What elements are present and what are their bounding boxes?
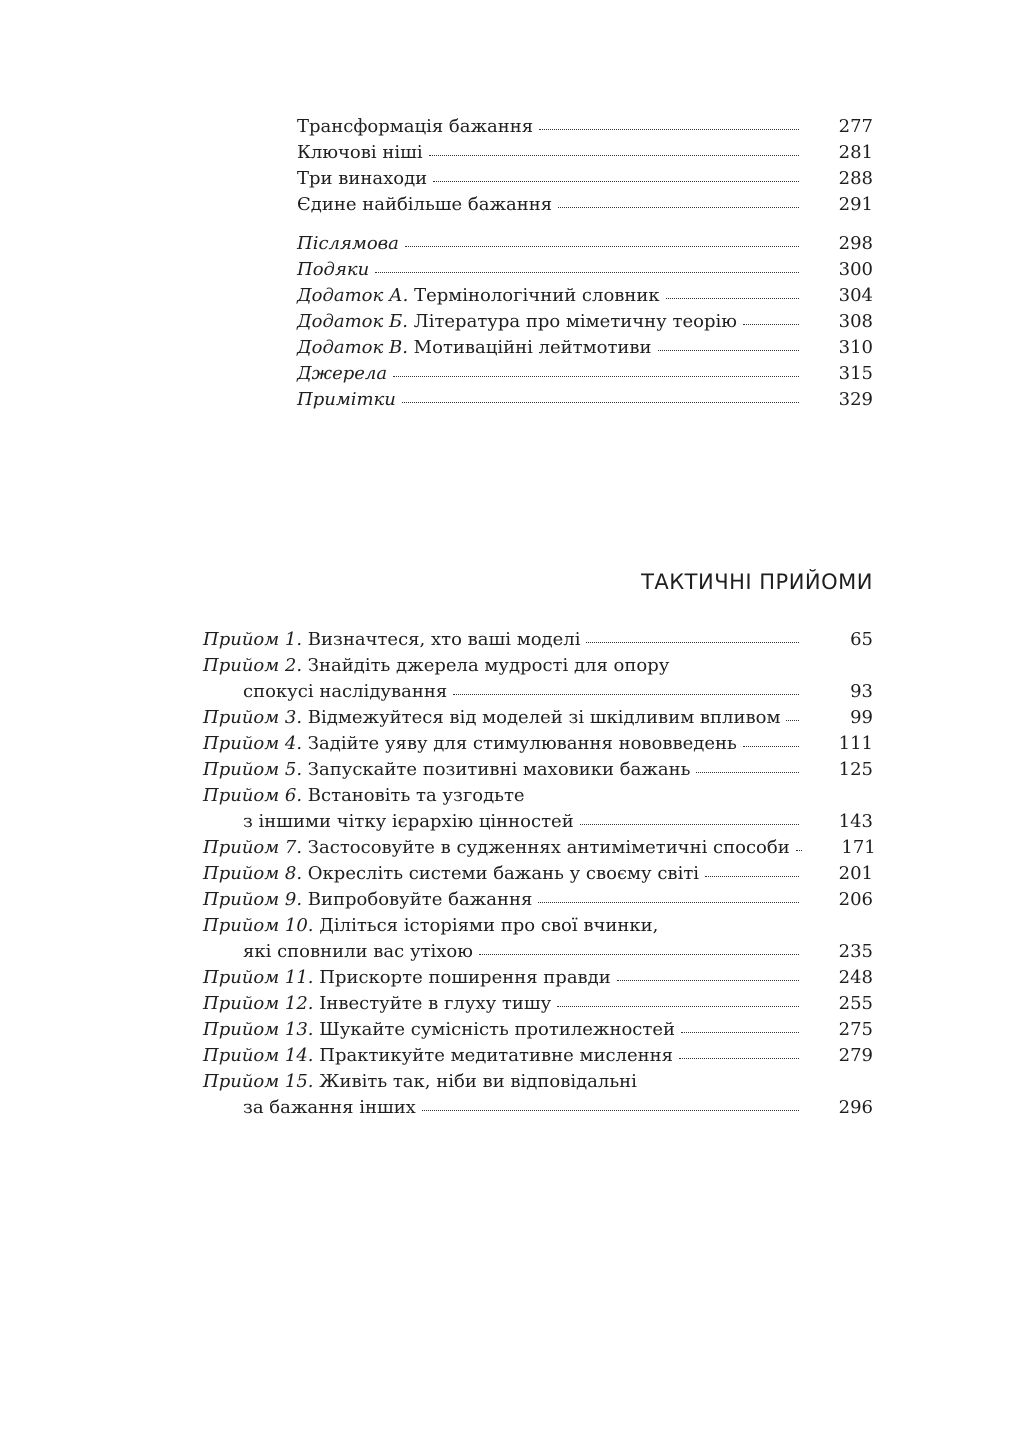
tactic-entry-continuation: [243, 679, 873, 705]
toc-entry-label: Додаток Б.: [297, 311, 408, 332]
toc-entry-page: 298: [838, 233, 873, 254]
tactic-entry: [203, 705, 873, 731]
toc-entry-page: 308: [838, 311, 873, 332]
tactic-title: Випробовуйте бажання: [307, 889, 533, 910]
toc-entry-title: Ключові ніші: [297, 142, 423, 163]
tactic-title: Відмежуйтеся від моделей зі шкідливим впливом: [307, 707, 781, 728]
tactic-title: Задійте уяву для стимулювання нововведень: [307, 733, 737, 754]
dot-leader: [422, 1110, 799, 1111]
tactic-entry: [203, 1069, 873, 1095]
toc-entry: [297, 192, 873, 218]
tactic-page: 99: [850, 707, 873, 728]
tactic-title-line2: з іншими чітку ієрархію цінностей: [243, 811, 574, 832]
toc-entry-title: Мотиваційні лейтмотиви: [413, 337, 652, 358]
tactic-label: Прийом 10.: [203, 915, 314, 936]
toc-entry: [297, 231, 873, 257]
tactic-page: 279: [838, 1045, 873, 1066]
dot-leader: [558, 207, 799, 208]
dot-leader: [786, 720, 799, 721]
dot-leader: [429, 155, 799, 156]
tactic-page: 275: [838, 1019, 873, 1040]
tactic-page: 255: [838, 993, 873, 1014]
tactic-entry: [203, 1017, 873, 1043]
dot-leader: [393, 376, 799, 377]
tactic-page: 248: [838, 967, 873, 988]
toc-entry-title: Література про міметичну теорію: [413, 311, 737, 332]
tactic-label: Прийом 7.: [203, 837, 303, 858]
toc-entry-title: Три винаходи: [297, 168, 428, 189]
toc-entry-page: 300: [838, 259, 873, 280]
tactic-label: Прийом 9.: [203, 889, 303, 910]
tactic-title: Знайдіть джерела мудрості для опору: [307, 655, 670, 676]
tactic-label: Прийом 6.: [203, 785, 303, 806]
tactic-label: Прийом 4.: [203, 733, 303, 754]
tactics-heading: ТАКТИЧНІ ПРИЙОМИ: [641, 570, 873, 594]
tactic-title-line2: за бажання інших: [243, 1097, 416, 1118]
tactic-entry: [203, 887, 873, 913]
dot-leader: [796, 850, 802, 851]
dot-leader: [538, 902, 799, 903]
tactic-label: Прийом 2.: [203, 655, 303, 676]
tactic-title: Визначтеся, хто ваші моделі: [307, 629, 581, 650]
tactic-title: Встановіть та узгодьте: [307, 785, 525, 806]
tactic-entry-continuation: [243, 1095, 873, 1121]
toc-entry-page: 304: [838, 285, 873, 306]
tactic-page: 206: [838, 889, 873, 910]
toc-entry: [297, 140, 873, 166]
toc-entry: [297, 257, 873, 283]
toc-entry-label: Примітки: [297, 389, 396, 410]
tactic-title: Окресліть системи бажань у своєму світі: [307, 863, 700, 884]
toc-entry-label: Додаток В.: [297, 337, 408, 358]
toc-entry-page: 281: [838, 142, 873, 163]
tactic-label: Прийом 1.: [203, 629, 303, 650]
toc-entry: [297, 309, 873, 335]
tactic-page: 143: [838, 811, 873, 832]
dot-leader: [743, 746, 799, 747]
tactic-title: Практикуйте медитативне мислення: [319, 1045, 673, 1066]
tactic-title-line2: які сповнили вас утіхою: [243, 941, 473, 962]
tactic-label: Прийом 3.: [203, 707, 303, 728]
tactic-entry: [203, 861, 873, 887]
tactic-label: Прийом 11.: [203, 967, 314, 988]
tactic-label: Прийом 13.: [203, 1019, 314, 1040]
tactic-title: Запускайте позитивні маховики бажань: [307, 759, 691, 780]
dot-leader: [681, 1032, 799, 1033]
tactic-entry: [203, 783, 873, 809]
dot-leader: [402, 402, 799, 403]
tactic-page: 65: [850, 629, 873, 650]
dot-leader: [557, 1006, 799, 1007]
toc-entry-page: 329: [838, 389, 873, 410]
tactic-label: Прийом 8.: [203, 863, 303, 884]
tactic-page: 111: [838, 733, 873, 754]
tactic-label: Прийом 5.: [203, 759, 303, 780]
dot-leader: [539, 129, 799, 130]
toc-entry-label: Післямова: [297, 233, 399, 254]
toc-entry: [297, 114, 873, 140]
toc-entry: [297, 166, 873, 192]
tactic-entry: [203, 757, 873, 783]
dot-leader: [375, 272, 799, 273]
tactic-title: Застосовуйте в судженнях антиміметичні способи: [307, 837, 790, 858]
tactic-title: Живіть так, ніби ви відповідальні: [319, 1071, 637, 1092]
tactic-entry: [203, 965, 873, 991]
tactic-entry: [203, 1043, 873, 1069]
toc-entry-label: Додаток А.: [297, 285, 409, 306]
tactic-label: Прийом 14.: [203, 1045, 314, 1066]
tactic-label: Прийом 12.: [203, 993, 314, 1014]
toc-entry-page: 277: [838, 116, 873, 137]
tactic-page: 93: [850, 681, 873, 702]
tactic-page: 235: [838, 941, 873, 962]
dot-leader: [479, 954, 799, 955]
toc-entry: [297, 361, 873, 387]
dot-leader: [666, 298, 799, 299]
tactic-page: 201: [838, 863, 873, 884]
tactic-page: 296: [838, 1097, 873, 1118]
toc-entry-page: 310: [838, 337, 873, 358]
dot-leader: [617, 980, 799, 981]
dot-leader: [586, 642, 799, 643]
dot-leader: [696, 772, 799, 773]
tactic-title-line2: спокусі наслідування: [243, 681, 448, 702]
toc-entry-label: Подяки: [297, 259, 370, 280]
toc-entry-title: Єдине найбільше бажання: [297, 194, 553, 215]
tactic-entry: [203, 627, 873, 653]
toc-entry-page: 288: [838, 168, 873, 189]
toc-entry-page: 315: [838, 363, 873, 384]
tactic-entry: [203, 835, 876, 861]
dot-leader: [405, 246, 799, 247]
toc-entry-label: Джерела: [297, 363, 388, 384]
tactic-entry: [203, 653, 873, 679]
tactic-entry-continuation: [243, 939, 873, 965]
toc-entry: [297, 387, 873, 413]
tactic-entry: [203, 731, 873, 757]
tactic-title: Діліться історіями про свої вчинки,: [319, 915, 659, 936]
tactic-page: 171: [841, 837, 876, 858]
tactic-entry: [203, 991, 873, 1017]
dot-leader: [658, 350, 799, 351]
dot-leader: [580, 824, 799, 825]
dot-leader: [433, 181, 799, 182]
tactic-title: Шукайте сумісність протилежностей: [319, 1019, 675, 1040]
tactic-title: Прискорте поширення правди: [319, 967, 611, 988]
tactic-entry-continuation: [243, 809, 873, 835]
tactic-title: Інвестуйте в глуху тишу: [319, 993, 552, 1014]
dot-leader: [679, 1058, 799, 1059]
toc-entry-page: 291: [838, 194, 873, 215]
dot-leader: [743, 324, 799, 325]
toc-entry: [297, 335, 873, 361]
tactic-page: 125: [838, 759, 873, 780]
dot-leader: [705, 876, 799, 877]
dot-leader: [453, 694, 799, 695]
toc-entry: [297, 283, 873, 309]
toc-entry-title: Термінологічний словник: [414, 285, 660, 306]
tactic-label: Прийом 15.: [203, 1071, 314, 1092]
tactic-entry: [203, 913, 873, 939]
toc-entry-title: Трансформація бажання: [297, 116, 534, 137]
